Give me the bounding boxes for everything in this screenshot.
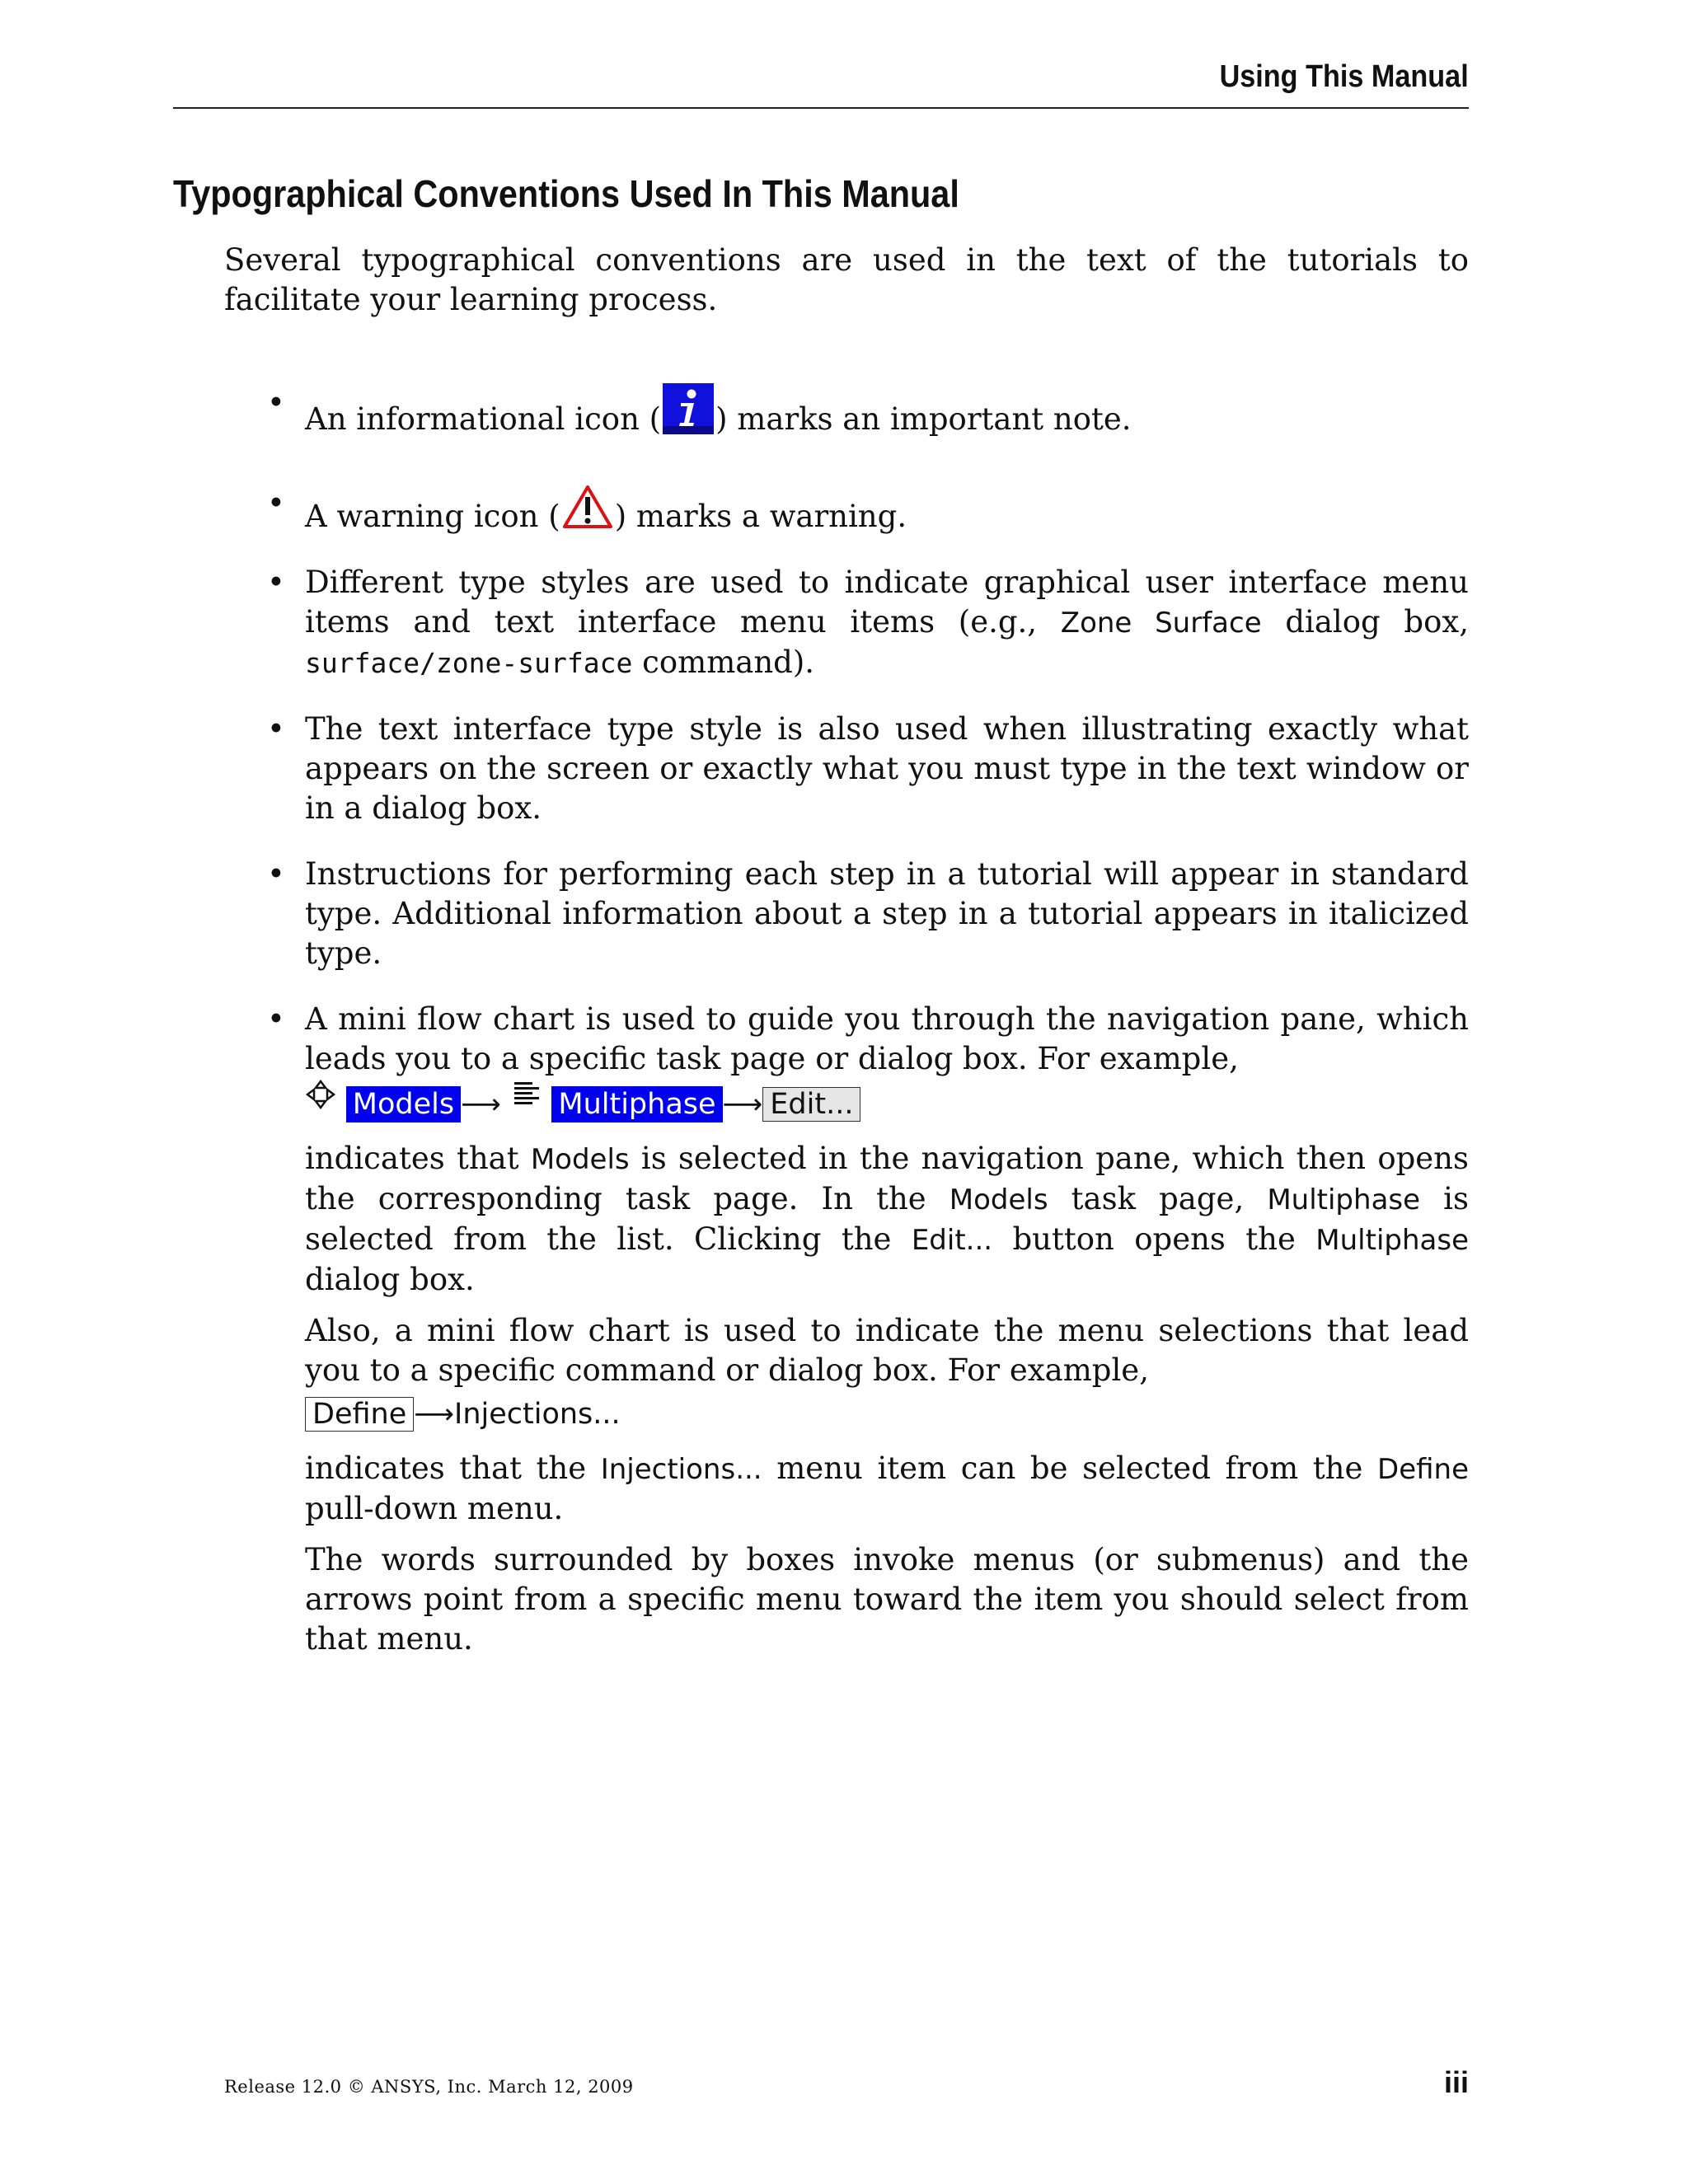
list-item-flowchart [224, 1000, 1469, 1659]
flow-step-multiphase: Multiphase [551, 1086, 722, 1122]
intro-paragraph: Several typographical conventions are used in the text of the tutorials to facilitate your learning process. [224, 242, 1469, 317]
warning-text-pre: A warning icon ( [305, 499, 560, 534]
list-item-text-interface [224, 710, 1469, 828]
list-item-warning [224, 484, 1469, 537]
flow-example-navigation [305, 1079, 1469, 1127]
footer-release: Release 12.0 © ANSYS, Inc. March 12, 2009 [224, 2077, 634, 2097]
gui-term-edit: Edit... [911, 1224, 993, 1257]
menu-flow-intro: Also, a mini flow chart is used to indicate the menu selections that lead you to a specific command or dialog box. For example, [305, 1313, 1469, 1388]
flow-menu-define: Define [305, 1397, 414, 1432]
gui-term-models: Models [949, 1183, 1048, 1216]
flow-arrow: ⟶ [461, 1088, 501, 1121]
warning-icon [562, 484, 613, 530]
flow-step-models: Models [346, 1086, 461, 1122]
models-nav-icon [305, 1079, 336, 1110]
gui-term-multiphase: Multiphase [1267, 1183, 1421, 1216]
flow-step-edit-button: Edit... [762, 1087, 860, 1122]
explain1-text-a: indicates that [305, 1141, 531, 1176]
gui-term-define: Define [1377, 1453, 1469, 1486]
header-rule [173, 107, 1469, 109]
gui-term-models: Models [530, 1143, 630, 1176]
flowchart-explanation [305, 1139, 1469, 1300]
gui-term-injections: Injections... [600, 1453, 762, 1486]
page-number: iii [1443, 2065, 1469, 2099]
list-item-type-styles [224, 563, 1469, 683]
section-title: Typographical Conventions Used In This Manual [173, 172, 959, 215]
warning-text-post: ) marks a warning. [614, 499, 907, 534]
gui-example: Zone Surface [1060, 607, 1262, 640]
gui-term-multiphase: Multiphase [1315, 1224, 1470, 1257]
flow-example-menu [305, 1390, 1469, 1437]
conventions-list [224, 383, 1469, 1659]
info-icon [663, 383, 714, 434]
explain1-text-g: is selected from the list. Clicking the [305, 1181, 1469, 1257]
multiphase-list-icon [511, 1079, 542, 1110]
explain2-text-a: indicates that the [305, 1451, 601, 1486]
flow-arrow: ⟶ [414, 1398, 454, 1431]
explain2-text-e: pull-down menu. [305, 1491, 564, 1526]
info-text-post: ) marks an important note. [715, 401, 1132, 437]
list-item-info [224, 383, 1469, 439]
explain2-text-c: menu item can be selected from the [762, 1451, 1378, 1486]
explain1-text-e: task page, [1048, 1181, 1268, 1216]
type-styles-text-post: command). [632, 644, 815, 680]
running-title: Using This Manual [1219, 59, 1469, 94]
type-styles-text-pre: Different type styles are used to indicate graphical user interface menu items and text interface menu items (e.g., [305, 565, 1469, 640]
explain1-text-i: button opens the [992, 1221, 1316, 1257]
menu-flow-explanation [305, 1449, 1469, 1529]
instructions-paragraph: • Instructions for performing each step in a tutorial will appear in standard type. Additional information about a step in a tutorial appears in italicized type. [305, 856, 1469, 971]
flowchart-intro: • A mini flow chart is used to guide you through the navigation pane, which leads you to a specific task page or dialog box. For example, [305, 1001, 1469, 1076]
list-item-instructions [224, 855, 1469, 973]
boxes-explanation: The words surrounded by boxes invoke menus (or submenus) and the arrows point from a specific menu toward the item you should select from that menu. [305, 1542, 1469, 1657]
info-text-pre: An informational icon ( [305, 401, 662, 437]
flow-arrow: ⟶ [722, 1088, 763, 1121]
text-command-example: surface/zone-surface [305, 647, 633, 679]
explain1-text-k: dialog box. [305, 1262, 475, 1297]
flow-menu-item-injections: Injections... [454, 1398, 621, 1431]
explain1-text-c: is selected in the navigation pane, which then opens the corresponding task page. In the [305, 1141, 1470, 1216]
text-interface-paragraph: • The text interface type style is also used when illustrating exactly what appears on the screen or exactly what you must type in the text window or in a dialog box. [305, 711, 1469, 826]
type-styles-text-mid: dialog box, [1261, 604, 1469, 640]
